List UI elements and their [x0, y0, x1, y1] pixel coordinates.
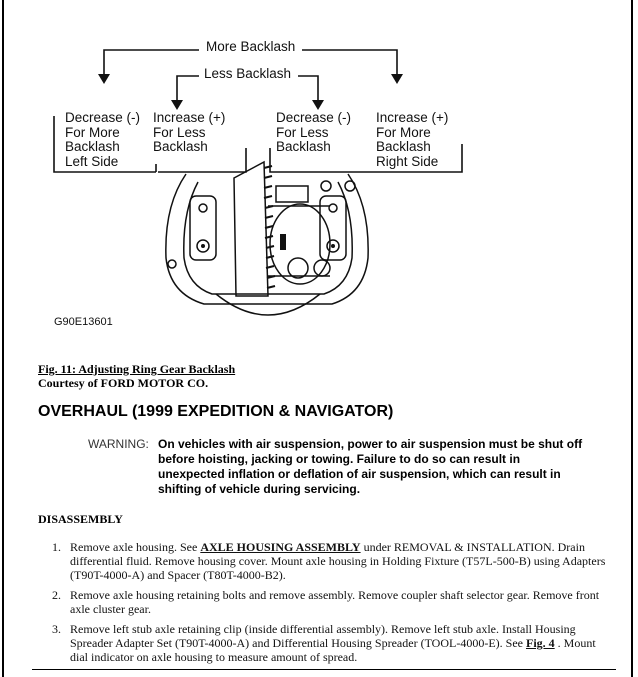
increase-right-side-label: Increase (+) For More Backlash Right Side: [376, 110, 449, 169]
fig-4-link[interactable]: Fig. 4: [525, 636, 555, 650]
decrease-left-side-label: Decrease (-) For More Backlash Left Side: [65, 110, 141, 169]
figure-id: G90E13601: [54, 316, 113, 328]
figure-caption: [38, 362, 235, 390]
axle-housing-assembly-link[interactable]: AXLE HOUSING ASSEMBLY: [200, 540, 361, 554]
step-text: Remove axle housing. See: [70, 540, 201, 554]
warning-label: WARNING:: [88, 437, 149, 451]
step-item: [52, 622, 612, 664]
page-border-right: [631, 0, 633, 677]
step-text: Remove axle housing retaining bolts and remove assembly. Remove coupler shaft selector gear. Remove front axle cluster gear.: [70, 588, 600, 616]
step-number: 2.: [52, 588, 61, 602]
step-number: 3.: [52, 622, 61, 636]
step-number: 1.: [52, 540, 61, 554]
caption-title: Fig. 11: Adjusting Ring Gear Backlash: [38, 362, 236, 376]
step-item: [52, 588, 612, 616]
ring-gear-backlash-figure: [36, 36, 506, 336]
caption-courtesy: Courtesy of FORD MOTOR CO.: [38, 376, 209, 390]
step-text: . Mount dial indicator on axle housing to measure amount of spread.: [70, 636, 596, 664]
disassembly-heading: DISASSEMBLY: [38, 512, 123, 526]
step-text: Remove left stub axle retaining clip (inside differential assembly). Remove left stub axle. Install Housing Spreader Adapter Set (T90T-4000-A) and Differential Housing Spreader (TOOL-4000-E). See: [70, 622, 576, 650]
page-border-left: [2, 0, 4, 677]
decrease-less-backlash-label: Decrease (-) For Less Backlash: [276, 110, 352, 154]
bottom-rule: [32, 669, 616, 670]
warning-text: On vehicles with air suspension, power to air suspension must be shut off before hoisting, jacking or towing. Failure to do so can result in unexpected inflation or deflation of air suspension, which can result in shifting of vehicle during servicing.: [158, 437, 583, 496]
step-text: under REMOVAL & INSTALLATION. Drain differential fluid. Remove housing cover. Mount axle housing in Holding Fixture (T57L-500-B) using Adapters (T90T-4000-A) and Spacer (T80T-4000-B2).: [70, 540, 606, 582]
disassembly-steps: [52, 540, 612, 670]
less-backlash-label: Less Backlash: [204, 66, 292, 81]
section-title: OVERHAUL (1999 EXPEDITION & NAVIGATOR): [38, 403, 394, 420]
increase-less-backlash-label: Increase (+) For Less Backlash: [153, 110, 226, 154]
step-item: [52, 540, 612, 582]
more-backlash-label: More Backlash: [206, 39, 296, 54]
